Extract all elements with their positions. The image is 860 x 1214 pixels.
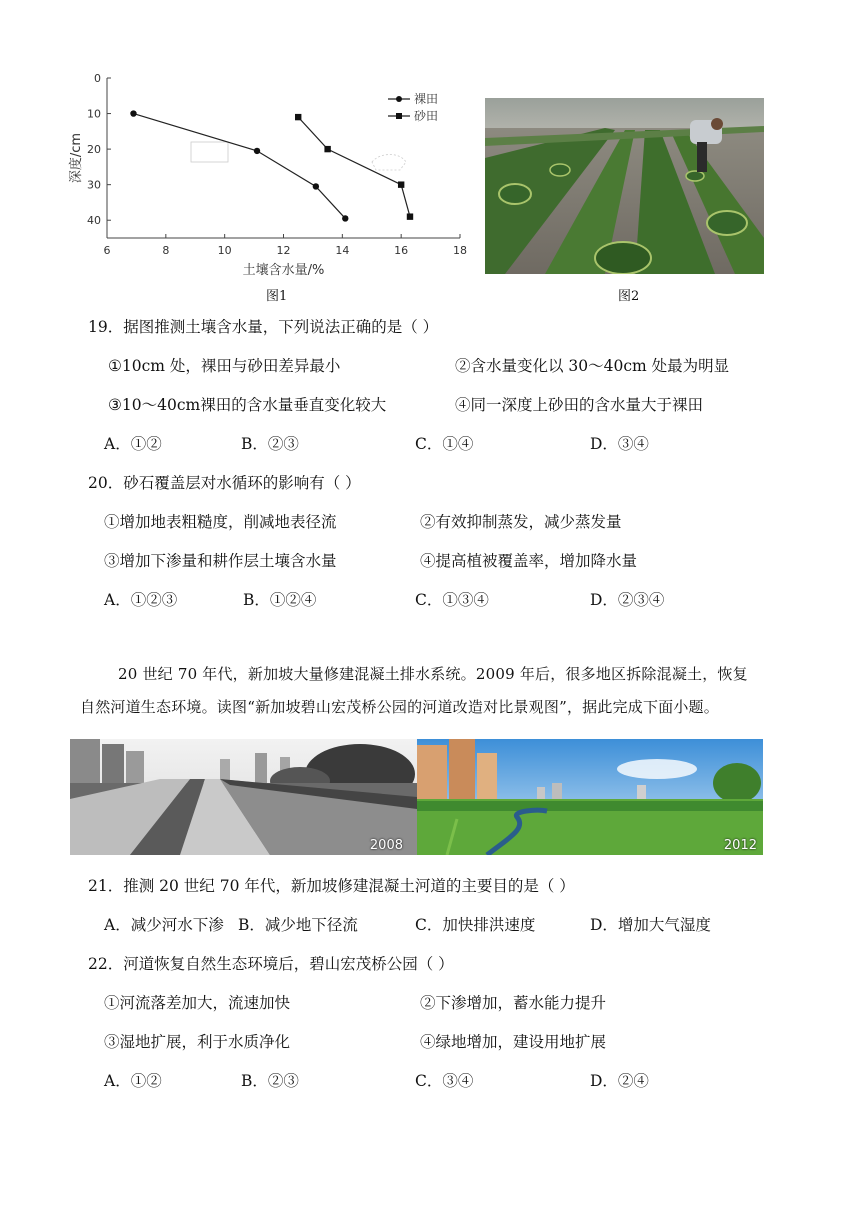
q22-statement-4: ④绿地增加，建设用地扩展: [420, 1033, 607, 1051]
y-tick-label-1: 10: [87, 107, 101, 121]
point-0-2: [313, 183, 319, 189]
q20-option-a[interactable]: A．①②③: [104, 591, 178, 609]
x-tick-label-5: 16: [394, 244, 409, 257]
q20-statement-4: ④提高植被覆盖率，增加降水量: [420, 552, 638, 570]
q20-statement-1: ①增加地表粗糙度，削减地表径流: [104, 513, 337, 531]
point-0-0: [130, 110, 136, 116]
figure2-caption: 图2: [618, 289, 640, 304]
y-tick-label-0: 0: [94, 72, 101, 85]
legend-marker-0: [396, 96, 402, 102]
q19-statement-3: ③10～40cm裸田的含水量垂直变化较大: [108, 396, 387, 414]
photo-year-2012: 2012: [723, 838, 757, 853]
q19-stem: 19．据图推测土壤含水量，下列说法正确的是（ ）: [88, 318, 439, 336]
figure2-watermelon-field-photo: [485, 98, 764, 274]
point-0-1: [254, 148, 260, 154]
point-1-1: [324, 146, 330, 152]
q20-statement-3: ③增加下渗量和耕作层土壤含水量: [104, 552, 337, 570]
q19-statement-4: ④同一深度上砂田的含水量大于裸田: [455, 396, 704, 414]
passage-line-1: 20 世纪 70 年代，新加坡大量修建混凝土排水系统。2009 年后，很多地区拆除混凝土，恢复: [118, 665, 748, 683]
q22-option-d[interactable]: D．②④: [590, 1072, 649, 1090]
x-tick-label-0: 6: [103, 244, 111, 257]
q20-stem: 20．砂石覆盖层对水循环的影响有（ ）: [88, 474, 361, 492]
y-axis-label: 深度/cm: [69, 132, 84, 184]
sketch-shape: [372, 155, 406, 171]
x-tick-label-6: 18: [453, 244, 467, 257]
x-tick-label-1: 8: [162, 244, 170, 257]
river-photo-2012: [417, 739, 763, 855]
q19-statement-1: ①10cm 处，裸田与砂田差异最小: [108, 357, 341, 375]
legend-marker-1: [396, 113, 402, 119]
q19-option-b[interactable]: B．②③: [241, 435, 299, 453]
q21-option-b[interactable]: B．减少地下径流: [238, 916, 358, 934]
q21-stem: 21．推测 20 世纪 70 年代，新加坡修建混凝土河道的主要目的是（ ）: [88, 877, 575, 895]
q22-statement-1: ①河流落差加大，流速加快: [104, 994, 291, 1012]
q21-option-c[interactable]: C．加快排洪速度: [415, 916, 536, 934]
point-1-2: [398, 181, 404, 187]
y-tick-label-4: 40: [87, 214, 101, 228]
q22-stem: 22．河道恢复自然生态环境后，碧山宏茂桥公园（ ）: [88, 955, 454, 973]
point-0-3: [342, 215, 348, 221]
q22-option-c[interactable]: C．③④: [415, 1072, 474, 1090]
q19-option-c[interactable]: C．①④: [415, 435, 474, 453]
photo-year-2008: 2008: [369, 838, 403, 853]
x-tick-label-3: 12: [276, 244, 291, 257]
figure1-caption: 图1: [266, 289, 288, 304]
x-tick-label-4: 14: [335, 244, 350, 257]
q20-statement-2: ②有效抑制蒸发，减少蒸发量: [420, 513, 622, 531]
y-tick-label-2: 20: [87, 143, 101, 157]
sketch-box: [191, 142, 228, 162]
legend-label-0: 裸田: [414, 92, 439, 106]
legend-label-1: 砂田: [414, 109, 439, 123]
q19-statement-2: ②含水量变化以 30～40cm 处最为明显: [455, 357, 730, 375]
q20-option-d[interactable]: D．②③④: [590, 591, 665, 609]
point-1-3: [407, 213, 413, 219]
q21-option-a[interactable]: A．减少河水下渗: [104, 916, 224, 934]
figure1: [60, 66, 480, 306]
soil-moisture-chart: [60, 66, 480, 306]
q20-option-b[interactable]: B．①②④: [243, 591, 317, 609]
series-line-1: [298, 117, 410, 217]
q22-statement-3: ③湿地扩展，利于水质净化: [104, 1033, 291, 1051]
river-photo-2008: [70, 739, 417, 855]
q19-option-a[interactable]: A．①②: [104, 435, 162, 453]
x-axis-label: 土壤含水量/%: [242, 263, 325, 278]
passage-line-2: 自然河道生态环境。读图“新加坡碧山宏茂桥公园的河道改造对比景观图”，据此完成下面小题。: [80, 698, 719, 716]
y-tick-label-3: 30: [87, 178, 101, 192]
point-1-0: [295, 114, 301, 120]
q22-option-b[interactable]: B．②③: [241, 1072, 299, 1090]
q22-statement-2: ②下渗增加，蓄水能力提升: [420, 994, 607, 1012]
q21-option-d[interactable]: D．增加大气湿度: [590, 916, 711, 934]
q20-option-c[interactable]: C．①③④: [415, 591, 489, 609]
series-line-0: [133, 114, 345, 219]
q22-option-a[interactable]: A．①②: [104, 1072, 162, 1090]
x-tick-label-2: 10: [217, 244, 232, 257]
q19-option-d[interactable]: D．③④: [590, 435, 649, 453]
